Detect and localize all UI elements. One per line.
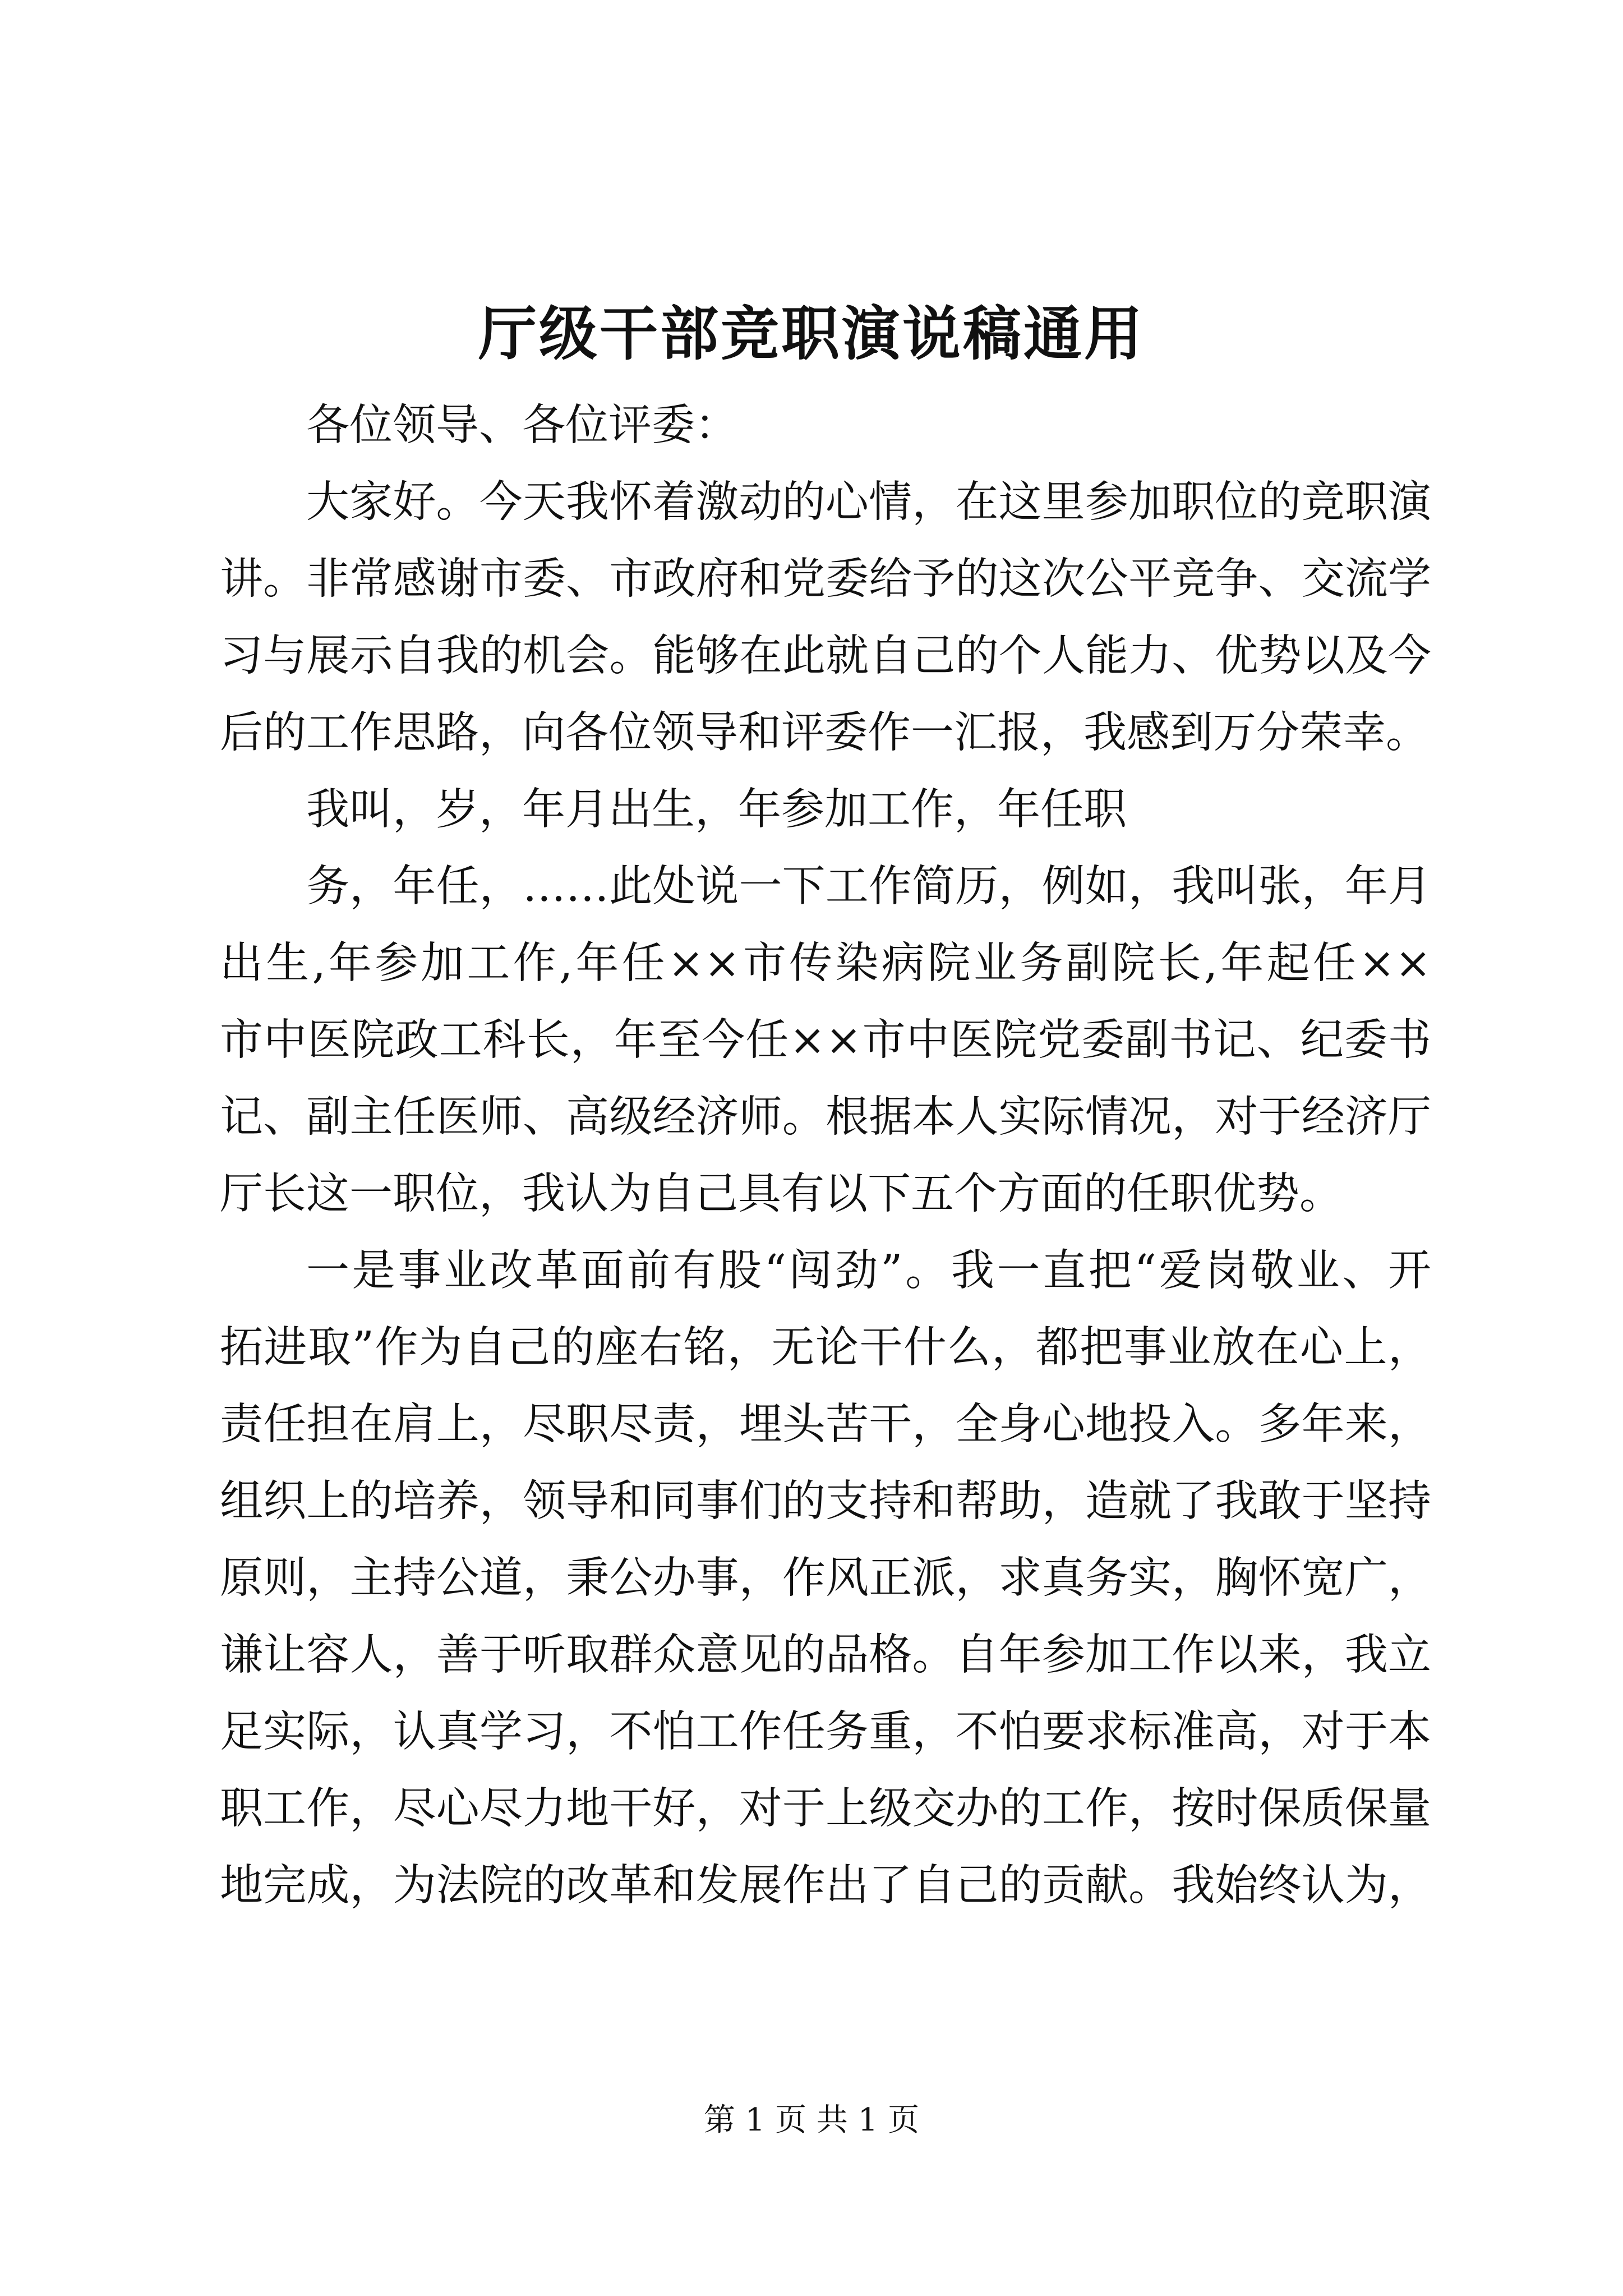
paragraph-line: 原则，主持公道，秉公办事，作风正派，求真务实，胸怀宽广， [220, 1553, 1431, 1603]
paragraph-line: 组织上的培养，领导和同事们的支持和帮助，造就了我敢于坚持 [220, 1476, 1431, 1526]
paragraph-line: 足实际，认真学习，不怕工作任务重，不怕要求标准高，对于本 [220, 1707, 1431, 1757]
paragraph-line: 市中医院政工科长，年至今任××市中医院党委副书记、纪委书 [220, 1015, 1431, 1065]
paragraph-line: 一是事业改革面前有股“闯劲”。我一直把“爱岗敬业、开 [306, 1246, 1431, 1296]
paragraph-line: 讲。非常感谢市委、市政府和党委给予的这次公平竞争、交流学 [220, 554, 1431, 604]
paragraph-line: 务，年任，……此处说一下工作简历，例如，我叫张，年月 [306, 862, 1431, 912]
paragraph-line: 地完成，为法院的改革和发展作出了自己的贡献。我始终认为， [220, 1861, 1431, 1911]
paragraph-line: 出生,年参加工作,年任××市传染病院业务副院长,年起任×× [220, 938, 1431, 988]
paragraph-line: 我叫，岁，年月出生，年参加工作，年任职 [306, 785, 1127, 835]
paragraph-line: 拓进取”作为自己的座右铭，无论干什么，都把事业放在心上， [220, 1323, 1431, 1373]
paragraph-line: 厅长这一职位，我认为自己具有以下五个方面的任职优势。 [220, 1169, 1343, 1219]
paragraph-line: 谦让容人，善于听取群众意见的品格。自年参加工作以来，我立 [220, 1630, 1431, 1680]
paragraph-line: 习与展示自我的机会。能够在此就自己的个人能力、优势以及今 [220, 631, 1431, 681]
page-number-footer: 第 1 页 共 1 页 [703, 2102, 920, 2138]
document-title: 厅级干部竞职演说稿通用 [478, 299, 1145, 368]
document-body [220, 387, 1431, 1924]
paragraph-line: 记、副主任医师、高级经济师。根据本人实际情况，对于经济厅 [220, 1092, 1431, 1142]
paragraph-line: 职工作，尽心尽力地干好，对于上级交办的工作，按时保质保量 [220, 1784, 1431, 1834]
paragraph-line: 大家好。今天我怀着激动的心情，在这里参加职位的竞职演 [306, 477, 1431, 527]
paragraph-line: 责任担在肩上，尽职尽责，埋头苦干，全身心地投入。多年来， [220, 1400, 1431, 1450]
salutation-line: 各位领导、各位评委： [306, 401, 738, 450]
paragraph-line: 后的工作思路，向各位领导和评委作一汇报，我感到万分荣幸。 [220, 708, 1429, 758]
